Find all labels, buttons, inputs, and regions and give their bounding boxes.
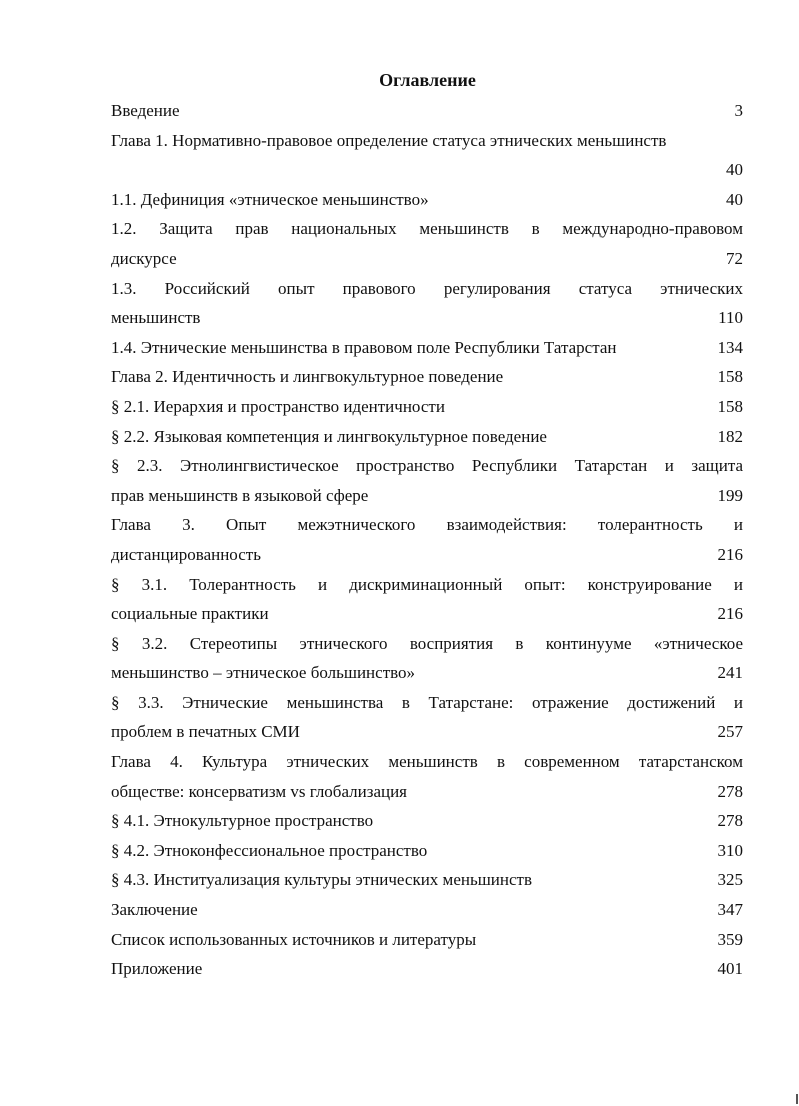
toc-entry-1-1 — [111, 185, 743, 215]
toc-entry-3-1-continuation — [111, 599, 743, 629]
toc-entry-page: 3 — [734, 101, 743, 120]
toc-entry-text: 1.4. Этнические меньшинства в правовом поле Республики Татарстан — [111, 337, 617, 357]
toc-entry-text: Список использованных источников и литературы — [111, 929, 477, 949]
toc-entry-text: 1.2. Защита прав национальных меньшинств в международно-правовом — [111, 219, 743, 239]
toc-entry-text: § 4.3. Институализация культуры этнических меньшинств — [111, 870, 532, 890]
toc-entry-page: 199 — [717, 485, 743, 505]
toc-entry-page: 40 — [726, 189, 743, 209]
toc-entry-page: 310 — [717, 840, 743, 860]
toc-entry-conclusion — [111, 895, 743, 925]
toc-entry-bibliography — [111, 925, 743, 955]
toc-entry-page: 278 — [717, 811, 743, 831]
table-of-contents — [111, 96, 743, 984]
toc-entry-text: проблем в печатных СМИ — [111, 722, 300, 742]
toc-entry-text: § 2.2. Языковая компетенция и лингвокультурное поведение — [111, 426, 547, 446]
toc-entry-chapter-2 — [111, 362, 743, 392]
toc-entry-introduction — [111, 96, 743, 126]
toc-entry-page: 241 — [717, 663, 743, 683]
toc-entry-page: 158 — [717, 367, 743, 387]
toc-entry-page: 110 — [718, 308, 743, 328]
toc-entry-text: 1.3. Российский опыт правового регулирования статуса этнических — [111, 278, 743, 298]
toc-entry-page: 72 — [726, 248, 743, 268]
toc-entry-text: дистанцированность — [111, 544, 261, 564]
scan-artifact-mark — [796, 1094, 798, 1104]
toc-entry-text: социальные практики — [111, 604, 269, 624]
toc-entry-3-3 — [111, 688, 743, 718]
toc-entry-2-3 — [111, 451, 743, 481]
toc-entry-text: Заключение — [111, 900, 198, 920]
toc-entry-text: § 4.2. Этноконфессиональное пространство — [111, 840, 428, 860]
toc-entry-chapter-3 — [111, 510, 743, 540]
toc-entry-text: § 3.3. Этнические меньшинства в Татарстане: отражение достижений и — [111, 692, 743, 712]
toc-entry-text: дискурсе — [111, 248, 177, 268]
toc-entry-1-3-continuation — [111, 303, 743, 333]
toc-entry-page: 216 — [717, 604, 743, 624]
toc-entry-text: § 3.2. Стереотипы этнического восприятия в континууме «этническое — [111, 633, 743, 653]
toc-entry-text: Введение — [111, 101, 180, 120]
toc-entry-chapter-1-page-line — [111, 155, 743, 185]
toc-entry-page: 359 — [717, 929, 743, 949]
toc-entry-3-3-continuation — [111, 717, 743, 747]
toc-entry-page: 347 — [717, 900, 743, 920]
toc-entry-text: меньшинств — [111, 308, 201, 328]
toc-entry-4-3 — [111, 865, 743, 895]
toc-entry-page: 216 — [717, 544, 743, 564]
toc-entry-1-3 — [111, 274, 743, 304]
toc-entry-text: Глава 2. Идентичность и лингвокультурное поведение — [111, 367, 504, 387]
toc-entry-1-2 — [111, 214, 743, 244]
toc-entry-3-2-continuation — [111, 658, 743, 688]
toc-entry-2-2 — [111, 422, 743, 452]
toc-entry-text: Глава 3. Опыт межэтнического взаимодействия: толерантность и — [111, 515, 743, 535]
toc-entry-page: 158 — [717, 396, 743, 416]
toc-entry-appendix — [111, 954, 743, 984]
toc-entry-text: Приложение — [111, 959, 203, 979]
toc-entry-chapter-4-continuation — [111, 777, 743, 807]
toc-entry-text: меньшинство – этническое большинство» — [111, 663, 416, 683]
toc-entry-chapter-1 — [111, 126, 743, 156]
toc-entry-chapter-4 — [111, 747, 743, 777]
toc-entry-page: 40 — [726, 160, 743, 180]
toc-entry-1-2-continuation — [111, 244, 743, 274]
page-title: Оглавление — [379, 70, 476, 90]
toc-entry-text: 1.1. Дефиниция «этническое меньшинство» — [111, 189, 429, 209]
toc-entry-2-1 — [111, 392, 743, 422]
toc-entry-4-2 — [111, 836, 743, 866]
toc-entry-text: § 3.1. Толерантность и дискриминационный опыт: конструирование и — [111, 574, 743, 594]
toc-entry-page: 278 — [717, 781, 743, 801]
toc-entry-1-4 — [111, 333, 743, 363]
toc-entry-page: 182 — [717, 426, 743, 446]
toc-entry-2-3-continuation — [111, 481, 743, 511]
toc-entry-text: прав меньшинств в языковой сфере — [111, 485, 369, 505]
toc-entry-text: Глава 4. Культура этнических меньшинств в современном татарстанском — [111, 752, 743, 772]
toc-entry-text: § 4.1. Этнокультурное пространство — [111, 811, 374, 831]
toc-entry-text: § 2.1. Иерархия и пространство идентичности — [111, 396, 445, 416]
toc-entry-chapter-3-continuation — [111, 540, 743, 570]
toc-entry-page: 401 — [717, 959, 743, 979]
toc-entry-3-2 — [111, 629, 743, 659]
toc-entry-4-1 — [111, 806, 743, 836]
toc-entry-page: 257 — [717, 722, 743, 742]
toc-entry-3-1 — [111, 570, 743, 600]
toc-entry-text: Глава 1. Нормативно-правовое определение статуса этнических меньшинств — [111, 130, 667, 150]
toc-entry-page: 325 — [717, 870, 743, 890]
toc-entry-page: 134 — [717, 337, 743, 357]
toc-entry-text: § 2.3. Этнолингвистическое пространство Республики Татарстан и защита — [111, 456, 743, 476]
toc-entry-text: обществе: консерватизм vs глобализация — [111, 781, 407, 801]
